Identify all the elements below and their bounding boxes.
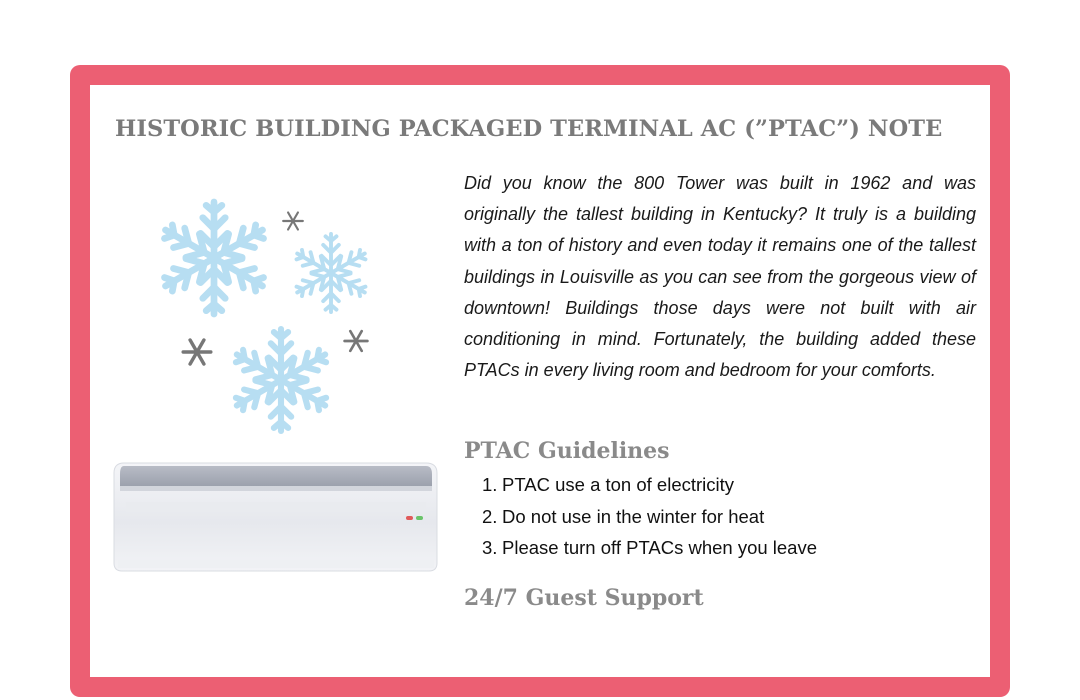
asterisk-icon bbox=[283, 212, 303, 229]
snowflake-icon bbox=[293, 234, 370, 312]
asterisk-icon bbox=[183, 340, 211, 364]
status-indicator bbox=[416, 516, 423, 520]
snowflake-icon bbox=[159, 202, 269, 314]
list-item-number: 3. bbox=[482, 537, 498, 558]
list-item-number: 2. bbox=[482, 505, 498, 527]
power-indicator bbox=[406, 516, 413, 520]
snowflake-icon bbox=[231, 329, 332, 431]
list-item-text: Do not use in the winter for heat bbox=[502, 505, 765, 527]
support-heading: 24/7 Guest Support bbox=[464, 585, 704, 611]
list-item-text: PTAC use a ton of electricity bbox=[502, 474, 735, 495]
ptac-unit-icon bbox=[114, 463, 437, 571]
guidelines-heading: PTAC Guidelines bbox=[464, 438, 670, 464]
asterisk-icon bbox=[345, 331, 368, 351]
list-item-text: Please turn off PTACs when you leave bbox=[502, 537, 818, 558]
list-item-number: 1. bbox=[482, 474, 498, 495]
page-title: HISTORIC BUILDING PACKAGED TERMINAL AC (”PTAC”) NOTE bbox=[115, 116, 943, 142]
intro-paragraph: Did you know the 800 Tower was built in 1962 and was originally the tallest building in Kentucky? It truly is a building with a ton of history and even today it remains one of the tallest buildings in Louisville as you can see from the gorgeous view of downtown! Buildings those days were not built with air conditioning in mind. Fortunately, the building added these PTACs in every living room and bedroom for your comforts. bbox=[464, 173, 976, 381]
